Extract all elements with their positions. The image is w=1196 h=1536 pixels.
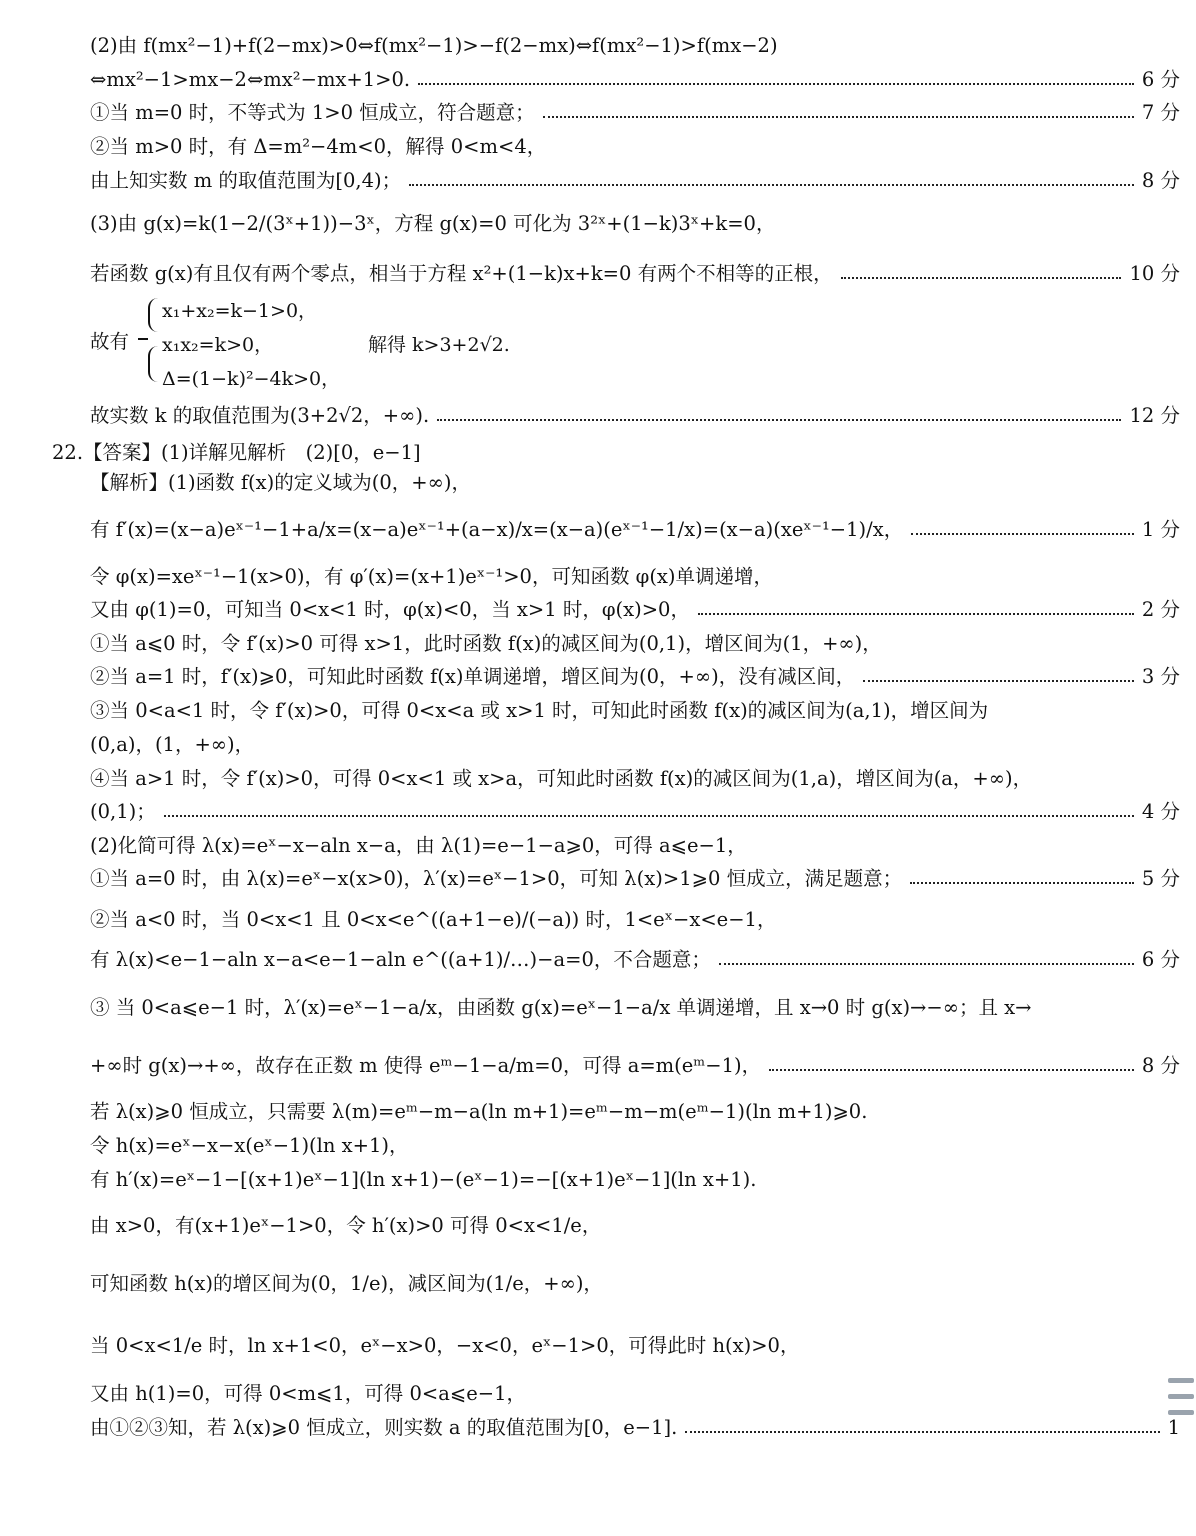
solution-line: (2)化简可得 λ(x)=eˣ−x−aln x−a，由 λ(1)=e−1−a⩾0，可得 a⩽e−1， (90, 834, 747, 857)
brace-tip (138, 338, 148, 340)
solution-line: ①当 m=0 时，不等式为 1>0 恒成立，符合题意； 7 分 (90, 101, 1180, 124)
dot-leader (418, 83, 1134, 85)
score: 8 分 (1141, 169, 1180, 192)
solution-line: 若函数 g(x)有且仅有两个零点，相当于方程 x²+(1−k)x+k=0 有两个不相等的正根， 10 分 (90, 262, 1180, 285)
dot-leader (409, 184, 1134, 186)
dot-leader (698, 613, 1134, 615)
system-prefix: 故有 (90, 330, 130, 353)
score: 1 分 (1141, 518, 1180, 541)
score: 6 分 (1141, 948, 1180, 971)
system-result: 解得 k>3+2√2. (368, 334, 510, 356)
solution-line: 当 0<x<1/e 时，ln x+1<0，eˣ−x>0，−x<0，eˣ−1>0，可得此时 h(x)>0， (90, 1334, 800, 1357)
solution-line: 可知函数 h(x)的增区间为(0，1/e)，减区间为(1/e，+∞)， (90, 1272, 603, 1295)
score: 2 分 (1141, 598, 1180, 621)
solution-line: (0,1)； 4 分 (90, 800, 1180, 823)
system-eq-3: Δ=(1−k)²−4k>0， (162, 368, 341, 390)
solution-line: 有 f′(x)=(x−a)eˣ⁻¹−1+a/x=(x−a)eˣ⁻¹+(a−x)/x=(x−a)(eˣ⁻¹−1/x)=(x−a)(xeˣ⁻¹−1)/x， 1 分 (90, 518, 1180, 541)
solution-line: ④当 a>1 时，令 f′(x)>0，可得 0<x<1 或 x>a，可知此时函数 f(x)的减区间为(1,a)，增区间为(a，+∞)， (90, 767, 1033, 790)
solution-line: 又由 φ(1)=0，可知当 0<x<1 时，φ(x)<0，当 x>1 时，φ(x)>0， 2 分 (90, 598, 1180, 621)
score: 7 分 (1141, 101, 1180, 124)
score: 5 分 (1141, 867, 1180, 890)
brace-bottom (148, 346, 160, 382)
dot-leader (863, 680, 1134, 682)
solution-line: ①当 a=0 时，由 λ(x)=eˣ−x(x>0)，λ′(x)=eˣ−1>0，可知 λ(x)>1⩾0 恒成立，满足题意； 5 分 (90, 867, 1180, 890)
side-tab-mark (1168, 1378, 1194, 1383)
solution-line: ①当 a⩽0 时，令 f′(x)>0 可得 x>1，此时函数 f(x)的减区间为(0,1)，增区间为(1，+∞)， (90, 632, 882, 655)
solution-line: 令 h(x)=eˣ−x−x(eˣ−1)(ln x+1)， (90, 1134, 409, 1157)
score: 8 分 (1141, 1054, 1180, 1077)
solution-line: (2)由 f(mx²−1)+f(2−mx)>0⇔f(mx²−1)>−f(2−mx)⇔f(mx²−1)>f(mx−2) (90, 34, 778, 57)
dot-leader (685, 1431, 1159, 1433)
solution-line: ⇔mx²−1>mx−2⇔mx²−mx+1>0. 6 分 (90, 68, 1180, 91)
brace-top (148, 298, 160, 332)
system-eq-1: x₁+x₂=k−1>0， (162, 300, 318, 322)
dot-leader (437, 419, 1121, 421)
solution-line: 故实数 k 的取值范围为(3+2√2，+∞). 12 分 (90, 404, 1180, 427)
score: 3 分 (1141, 665, 1180, 688)
dot-leader (543, 116, 1134, 118)
score: 1 (1167, 1416, 1180, 1439)
solution-line: 又由 h(1)=0，可得 0<m⩽1，可得 0<a⩽e−1， (90, 1382, 526, 1405)
score: 12 分 (1129, 404, 1180, 427)
dot-leader (911, 533, 1134, 535)
dot-leader (719, 963, 1134, 965)
dot-leader (841, 277, 1122, 279)
solution-line: ②当 m>0 时，有 Δ=m²−4m<0，解得 0<m<4， (90, 135, 547, 158)
dot-leader (910, 882, 1134, 884)
system-eq-2: x₁x₂=k>0， (162, 334, 274, 356)
side-tab-mark (1168, 1410, 1194, 1415)
score: 6 分 (1141, 68, 1180, 91)
solution-line: ②当 a<0 时，当 0<x<1 且 0<x<e^((a+1−e)/(−a)) 时，1<eˣ−x<e−1， (90, 908, 777, 931)
solution-line: 由①②③知，若 λ(x)⩾0 恒成立，则实数 a 的取值范围为[0，e−1]. 1 (90, 1416, 1180, 1439)
solution-line: 由上知实数 m 的取值范围为[0,4)； 8 分 (90, 169, 1180, 192)
solution-line: 若 λ(x)⩾0 恒成立，只需要 λ(m)=eᵐ−m−a(ln m+1)=eᵐ−m−m(eᵐ−1)(ln m+1)⩾0. (90, 1100, 868, 1123)
solution-line: 有 λ(x)<e−1−aln x−a<e−1−aln e^((a+1)/…)−a=0，不合题意； 6 分 (90, 948, 1180, 971)
score: 10 分 (1129, 262, 1180, 285)
side-tab-mark (1168, 1394, 1194, 1399)
solution-line: +∞时 g(x)→+∞，故存在正数 m 使得 eᵐ−1−a/m=0，可得 a=m(eᵐ−1)， 8 分 (90, 1054, 1180, 1077)
solution-line: 有 h′(x)=eˣ−1−[(x+1)eˣ−1](ln x+1)−(eˣ−1)=−[(x+1)eˣ−1](ln x+1). (90, 1168, 757, 1191)
dot-leader (769, 1069, 1134, 1071)
solution-line: (3)由 g(x)=k(1−2/(3ˣ+1))−3ˣ，方程 g(x)=0 可化为 3²ˣ+(1−k)3ˣ+k=0， (90, 212, 776, 235)
solution-line: ③当 0<a<1 时，令 f′(x)>0，可得 0<x<a 或 x>1 时，可知此时函数 f(x)的减区间为(a,1)，增区间为 (90, 699, 989, 722)
solution-line: (0,a)，(1，+∞)， (90, 733, 255, 756)
solution-line: 由 x>0，有(x+1)eˣ−1>0，令 h′(x)>0 可得 0<x<1/e， (90, 1214, 602, 1237)
dot-leader (164, 815, 1134, 817)
solution-line: ③ 当 0<a⩽e−1 时，λ′(x)=eˣ−1−a/x，由函数 g(x)=eˣ−1−a/x 单调递增，且 x→0 时 g(x)→−∞；且 x→ (90, 996, 1032, 1019)
score: 4 分 (1141, 800, 1180, 823)
solution-line: 【解析】(1)函数 f(x)的定义域为(0，+∞)， (90, 471, 471, 494)
answer-22-heading: 22.【答案】(1)详解见解析 (2)[0，e−1] (52, 441, 421, 464)
solution-line: ②当 a=1 时，f′(x)⩾0，可知此时函数 f(x)单调递增，增区间为(0，+∞)，没有减区间， 3 分 (90, 665, 1180, 688)
solution-line: 令 φ(x)=xeˣ⁻¹−1(x>0)，有 φ′(x)=(x+1)eˣ⁻¹>0，可知函数 φ(x)单调递增， (90, 565, 774, 588)
